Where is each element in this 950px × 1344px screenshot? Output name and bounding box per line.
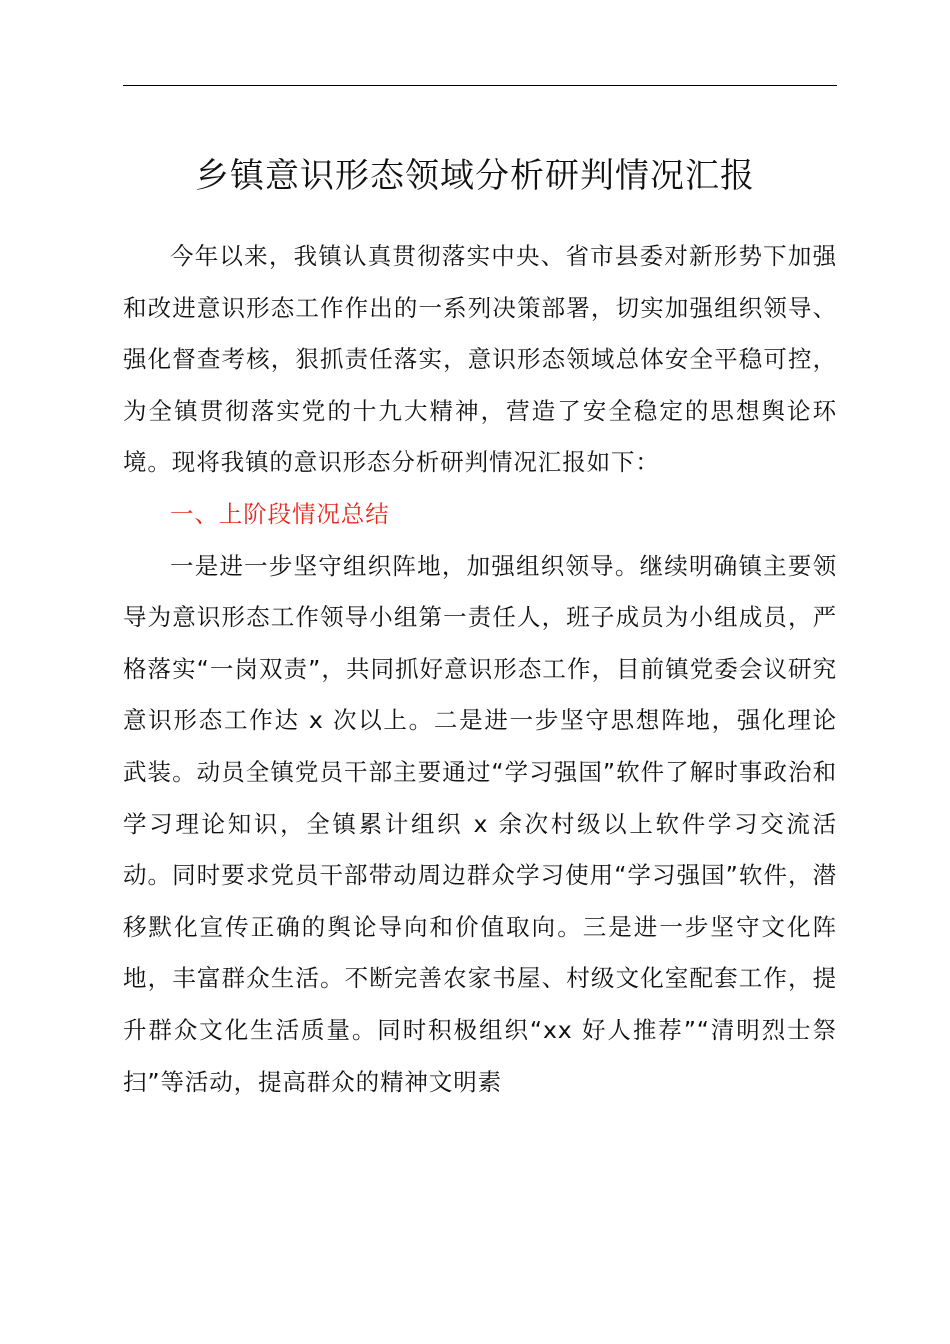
document-title: 乡镇意识形态领域分析研判情况汇报 xyxy=(195,156,755,196)
section-paragraph: 一是进一步坚守组织阵地，加强组织领导。继续明确镇主要领导为意识形态工作领导小组第一责任人，班子成员为小组成员，严格落实“一岗双责”，共同抓好意识形态工作，目前镇党委会议研究意识形态工作达 x 次以上。二是进一步坚守思想阵地，强化理论武装。动员全镇党员干部主要通过“学习强国”软件了解时事政治和学习理论知识，全镇累计组织 x 余次村级以上软件学习交流活动。同时要求党员干部带动周边群众学习使用“学习强国”软件，潜移默化宣传正确的舆论导向和价值取向。三是进一步坚守文化阵地，丰富群众生活。不断完善农家书屋、村级文化室配套工作，提升群众文化生活质量。同时积极组织“xx 好人推荐”“清明烈士祭扫”等活动，提高群众的精神文明素 xyxy=(123,551,837,1096)
document-body xyxy=(123,231,837,1108)
intro-paragraph: 今年以来，我镇认真贯彻落实中央、省市县委对新形势下加强和改进意识形态工作作出的一系列决策部署，切实加强组织领导、强化督查考核，狠抓责任落实，意识形态领域总体安全平稳可控，为全镇贯彻落实党的十九大精神，营造了安全稳定的思想舆论环境。现将我镇的意识形态分析研判情况汇报如下： xyxy=(123,242,837,477)
header-rule xyxy=(123,85,837,86)
section-heading: 一、上阶段情况总结 xyxy=(170,499,390,528)
